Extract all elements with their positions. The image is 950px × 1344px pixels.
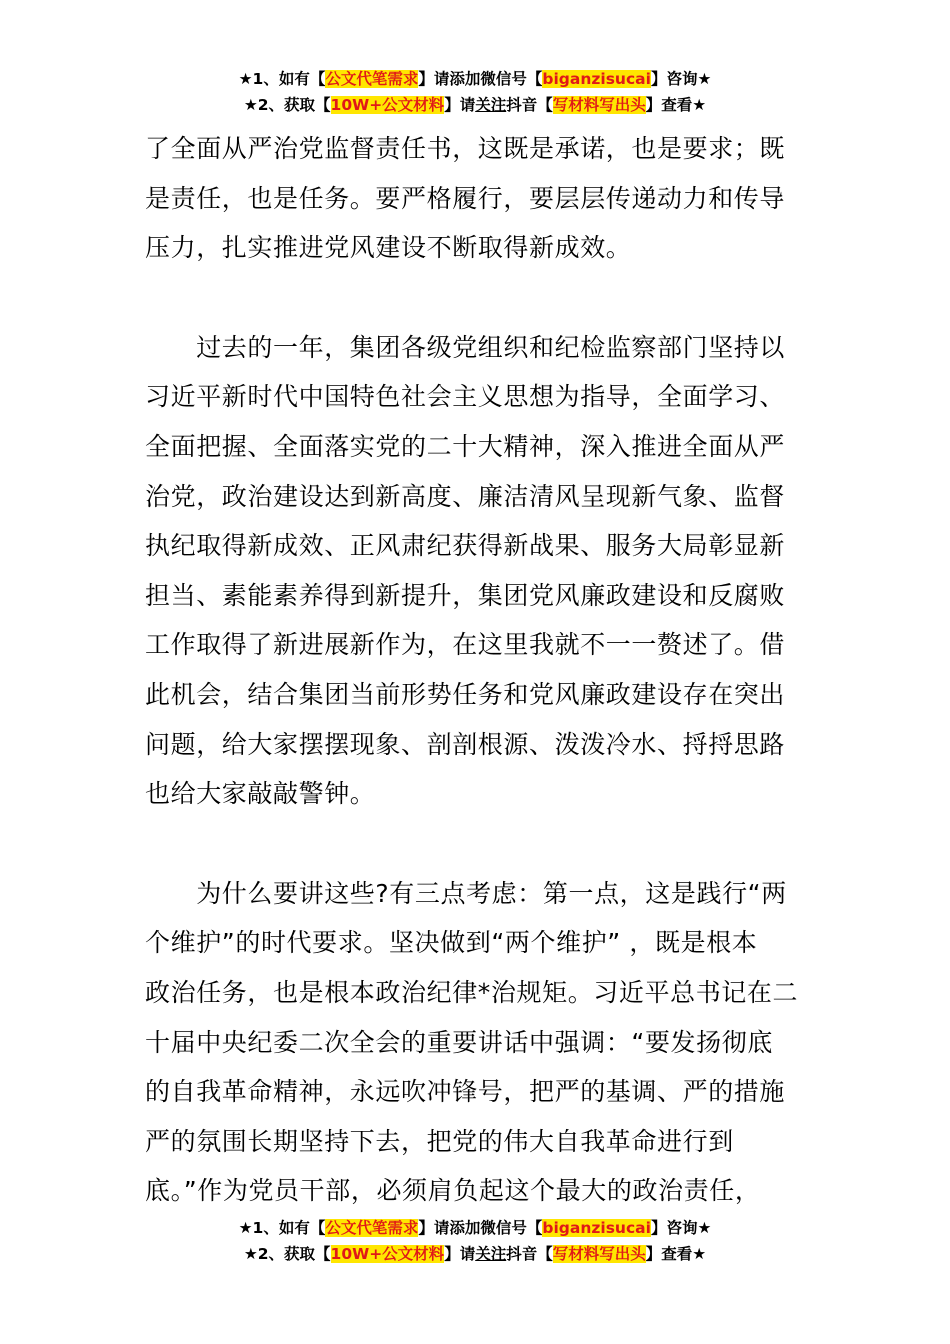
highlight-wechat-id: biganzisucai [542, 1219, 651, 1237]
banner-text: 】请 [444, 1245, 476, 1263]
text-line: 过去的一年，集团各级党组织和纪检监察部门坚持以 [145, 332, 786, 362]
text-line: 了全面从严治党监督责任书，这既是承诺，也是要求；既 [145, 134, 786, 163]
banner-line-2 [0, 1241, 950, 1267]
banner-line-1 [0, 66, 950, 92]
text-line: 压力，扎实推进党风建设不断取得新成效。 [145, 233, 632, 263]
highlight-douyin: 写材料写出头 [552, 96, 646, 114]
banner-text: ★2、获取【 [243, 96, 331, 114]
highlight-materials: 10W+公文材料 [330, 96, 445, 114]
text-line: 问题，给大家摆摆现象、剖剖根源、泼泼冷水、捋捋思路 [145, 729, 786, 759]
text-line: 的自我革命精神，永远吹冲锋号，把严的基调、严的措施 [145, 1077, 786, 1107]
banner-text: 】查看★ [645, 1245, 707, 1263]
banner-line-1 [0, 1215, 950, 1241]
text-line: 执纪取得新成效、正风肃纪获得新战果、服务大局彰显新 [145, 531, 786, 561]
document-body [145, 124, 815, 1216]
text-line: 是责任，也是任务。要严格履行，要层层传递动力和传导 [145, 183, 786, 213]
header-banner [0, 66, 950, 118]
text-line: 十届中央纪委二次全会的重要讲话中强调：“要发扬彻底 [145, 1027, 773, 1057]
paragraph-3 [145, 869, 815, 1216]
banner-text: 抖音【 [506, 96, 553, 114]
text-line: 此机会，结合集团当前形势任务和党风廉政建设存在突出 [145, 679, 786, 709]
banner-text: ★2、获取【 [243, 1245, 331, 1263]
paragraph-1 [145, 124, 815, 273]
banner-text: 】请添加微信号【 [418, 70, 543, 88]
text-line: 习近平新时代中国特色社会主义思想为指导，全面学习、 [145, 382, 786, 412]
text-line: 底。”作为党员干部，必须肩负起这个最大的政治责任， [145, 1176, 761, 1206]
highlight-service: 公文代笔需求 [325, 1219, 419, 1237]
banner-text: 抖音【 [506, 1245, 553, 1263]
footer-banner [0, 1215, 950, 1267]
text-line: 政治任务，也是根本政治纪律*治规矩。习近平总书记在二 [145, 977, 799, 1007]
text-line: 也给大家敲敲警钟。 [145, 779, 376, 809]
highlight-service: 公文代笔需求 [325, 70, 419, 88]
text-line: 担当、素能素养得到新提升，集团党风廉政建设和反腐败 [145, 580, 786, 610]
highlight-douyin: 写材料写出头 [552, 1245, 646, 1263]
banner-text: ★1、如有【 [238, 70, 326, 88]
banner-text: 】请添加微信号【 [418, 1219, 543, 1237]
paragraph-gap [145, 273, 815, 323]
banner-line-2 [0, 92, 950, 118]
banner-text: 】查看★ [645, 96, 707, 114]
banner-text: ★1、如有【 [238, 1219, 326, 1237]
paragraph-2 [145, 323, 815, 819]
text-line: 个维护”的时代要求。坚决做到“两个维护” ，既是根本 [145, 928, 758, 958]
banner-text: 】咨询★ [650, 70, 712, 88]
paragraph-gap [145, 819, 815, 869]
banner-text: 】请 [444, 96, 476, 114]
text-line: 为什么要讲这些?有三点考虑：第一点，这是践行“两 [145, 878, 787, 908]
banner-text: 】咨询★ [650, 1219, 712, 1237]
highlight-wechat-id: biganzisucai [542, 70, 651, 88]
banner-underlined-text: 关注 [475, 96, 507, 114]
text-line: 工作取得了新进展新作为，在这里我就不一一赘述了。借 [145, 630, 786, 660]
banner-underlined-text: 关注 [475, 1245, 507, 1263]
highlight-materials: 10W+公文材料 [330, 1245, 445, 1263]
text-line: 全面把握、全面落实党的二十大精神，深入推进全面从严 [145, 431, 786, 461]
text-line: 严的氛围长期坚持下去，把党的伟大自我革命进行到 [145, 1126, 734, 1156]
text-line: 治党，政治建设达到新高度、廉洁清风呈现新气象、监督 [145, 481, 786, 511]
